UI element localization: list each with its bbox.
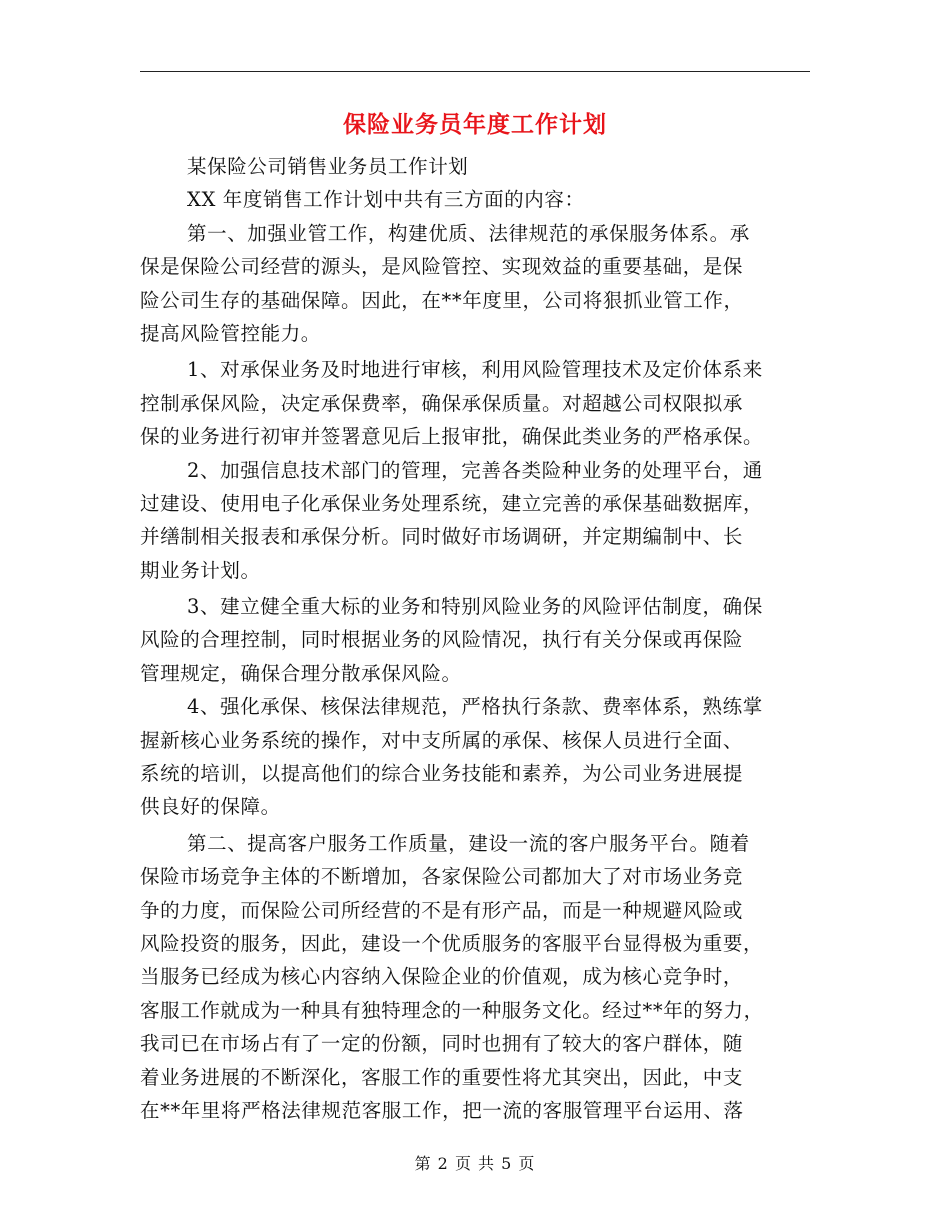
paragraph-line: 系统的培训，以提高他们的综合业务技能和素养，为公司业务进展提 [140, 762, 744, 786]
paragraph-line: XX 年度销售工作计划中共有三方面的内容： [187, 188, 585, 212]
paragraph-line: 保险市场竞争主体的不断增加，各家保险公司都加大了对市场业务竞 [140, 865, 744, 889]
paragraph-line: 并缮制相关报表和承保分析。同时做好市场调研，并定期编制中、长 [140, 525, 744, 549]
paragraph-line: 保是保险公司经营的源头，是风险管控、实现效益的重要基础，是保 [140, 255, 744, 279]
paragraph-line: 争的力度，而保险公司所经营的不是有形产品，而是一种规避风险或 [140, 898, 744, 922]
paragraph-line: 当服务已经成为核心内容纳入保险企业的价值观，成为核心竞争时， [140, 965, 744, 989]
paragraph-line: 客服工作就成为一种具有独特理念的一种服务文化。经过**年的努力， [140, 998, 764, 1022]
paragraph-line: 第二、提高客户服务工作质量，建设一流的客户服务平台。随着 [187, 831, 750, 855]
paragraph-line: 过建设、使用电子化承保业务处理系统，建立完善的承保基础数据库， [140, 491, 764, 515]
paragraph-line: 保的业务进行初审并签署意见后上报审批，确保此类业务的严格承保。 [140, 425, 764, 449]
paragraph-line: 风险的合理控制，同时根据业务的风险情况，执行有关分保或再保险 [140, 628, 744, 652]
paragraph-line: 我司已在市场占有了一定的份额，同时也拥有了较大的客户群体，随 [140, 1032, 744, 1056]
paragraph-line: 管理规定，确保合理分散承保风险。 [140, 661, 462, 685]
paragraph-line: 某保险公司销售业务员工作计划 [187, 155, 469, 178]
paragraph-line: 握新核心业务系统的操作，对中支所属的承保、核保人员进行全面、 [140, 728, 744, 752]
paragraph-line: 第一、加强业管工作，构建优质、法律规范的承保服务体系。承 [187, 221, 750, 245]
paragraph-line: 在**年里将严格法律规范客服工作，把一流的客服管理平台运用、落 [140, 1098, 744, 1122]
document-body [140, 150, 810, 1127]
paragraph-line: 3、建立健全重大标的业务和特别风险业务的风险评估制度，确保 [187, 595, 763, 619]
header-rule [140, 71, 810, 72]
page-number: 第 2 页 共 5 页 [414, 1154, 536, 1173]
paragraph-line: 风险投资的服务，因此，建设一个优质服务的客服平台显得极为重要， [140, 931, 764, 955]
paragraph-line: 险公司生存的基础保障。因此，在**年度里，公司将狠抓业管工作， [140, 288, 744, 312]
paragraph-line: 1、对承保业务及时地进行审核，利用风险管理技术及定价体系来 [187, 358, 763, 382]
paragraph-line: 着业务进展的不断深化，客服工作的重要性将尤其突出，因此，中支 [140, 1065, 744, 1089]
paragraph-line: 期业务计划。 [140, 558, 261, 582]
paragraph-line: 控制承保风险，决定承保费率，确保承保质量。对超越公司权限拟承 [140, 391, 744, 415]
paragraph-line: 4、强化承保、核保法律规范，严格执行条款、费率体系，熟练掌 [187, 695, 763, 719]
paragraph-line: 提高风险管控能力。 [140, 321, 321, 345]
paragraph-line: 供良好的保障。 [140, 795, 281, 819]
paragraph-line: 2、加强信息技术部门的管理，完善各类险种业务的处理平台，通 [187, 458, 763, 482]
document-title: 保险业务员年度工作计划 [343, 112, 607, 138]
